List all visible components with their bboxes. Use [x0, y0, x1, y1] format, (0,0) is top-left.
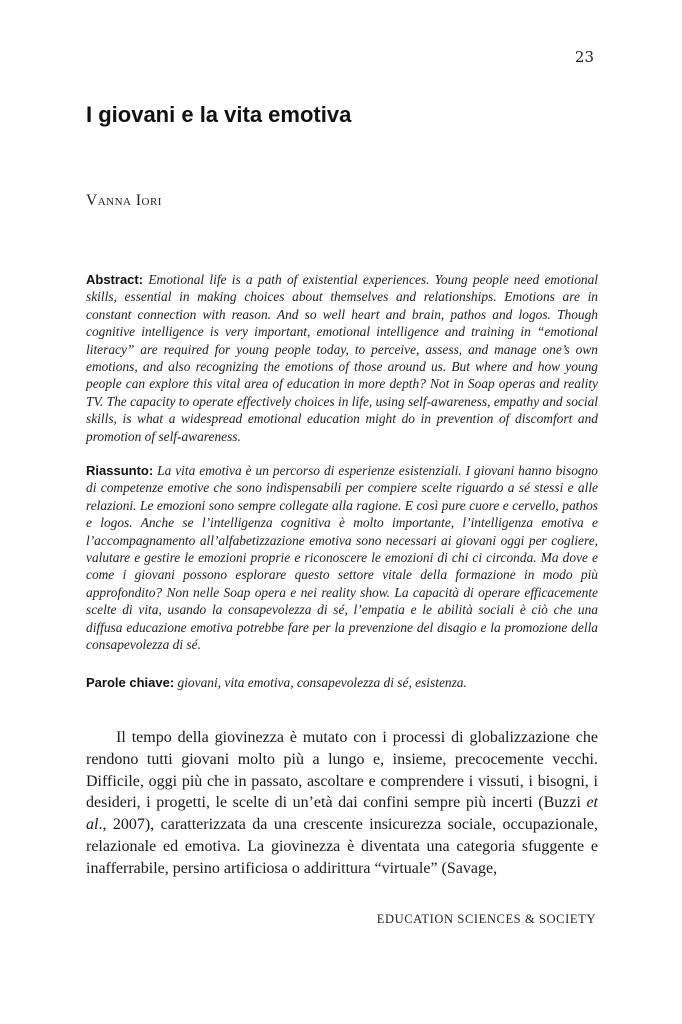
- body-text-etal: et al: [86, 794, 598, 834]
- article-title: I giovani e la vita emotiva: [86, 102, 352, 127]
- riassunto-label: Riassunto:: [86, 463, 154, 478]
- keywords-label: Parole chiave:: [86, 675, 175, 690]
- abstract-text: Emotional life is a path of existential experiences. Young people need emotional skills, essential in making choices about themselves and relationships. Emotions are in constant connection with reason. And so well heart and brain, pathos and logos. Though cognitive intelligence is very important, emotional intelligence and training in “emotional literacy” are required for young people today, to perceive, assess, and manage one’s own emotions, and also recognizing the emotions of those around us. But where and how young people can explore this vital area of education in more depth? Not in Soap operas and reality TV. The capacity to operate effectively choices in life, using self-awareness, empathy and social skills, is what a widespread emotional education might do in prevention of discomfort and promotion of self-awareness.: [86, 272, 598, 444]
- journal-footer: EDUCATION SCIENCES & SOCIETY: [376, 912, 596, 926]
- body-text-part1: Il tempo della giovinezza è mutato con i processi di globalizzazione che rendono tutti giovani molto più a lungo e, insieme, precocemente vecchi. Difficile, oggi più che in passato, ascoltare e comprendere i vissuti, i bisogni, i desideri, i progetti, le scelte di un’età dai confini sempre più incerti (Buzzi: [86, 729, 598, 812]
- body-text-part2: ., 2007), caratterizzata da una crescente insicurezza sociale, occupazionale, relazionale ed emotiva. La giovinezza è diventata una categoria sfuggente e inafferrabile, persino artificiosa o addirittura “virtuale” (Savage,: [86, 816, 598, 877]
- keywords-section: [86, 674, 598, 691]
- riassunto-text: La vita emotiva è un percorso di esperienze esistenziali. I giovani hanno bisogno di competenze emotive che sono indispensabili per compiere scelte riguardo a sé stessi e alle relazioni. Le emozioni sono sempre collegate alla ragione. E così pure cuore e cervello, pathos e logos. Anche se l’intelligenza cognitiva è molto importante, l’intelligenza emotiva e l’accompagnamento all’alfabetizzazione emotiva sono necessari ai giovani oggi per cogliere, valutare e gestire le emozioni proprie e riconoscere le emozioni di chi ci circonda. Ma dove e come i giovani possono esplorare questo settore vitale della formazione in modo più approfondito? Non nelle Soap opera e nei reality show. La capacità di operare efficacemente scelte di vita, usando la consapevolezza di sé, l’empatia e le abilità sociali è ciò che una diffusa educazione emotiva potrebbe fare per la prevenzione del disagio e la promozione della consapevolezza di sé.: [86, 463, 598, 653]
- riassunto-section: [86, 462, 598, 653]
- abstract-label: Abstract:: [86, 272, 144, 287]
- keywords-text: giovani, vita emotiva, consapevolezza di sé, esistenza.: [177, 675, 467, 690]
- author-name: Vanna Iori: [86, 192, 162, 209]
- abstract-section: [86, 271, 598, 445]
- page-number: 23: [574, 48, 594, 66]
- body-paragraph: [86, 727, 598, 880]
